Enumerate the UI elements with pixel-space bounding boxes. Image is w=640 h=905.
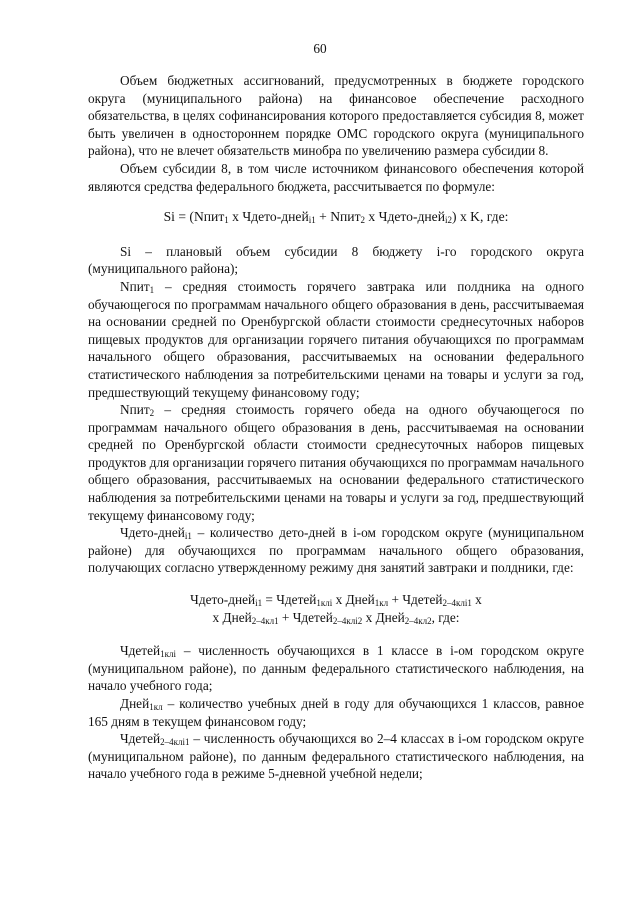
definition-children-grade1: Чдетей$_{1клi}$ – численность обучающихся в 1 классе в i-ом городском округе (муниципальном районе), по данным федерального статистического наблюдения, на начало учебного года; xyxy=(88,643,584,694)
definition-children-grade2-4: Чдетей$_{2-4клi1}$ – численность обучающихся во 2–4 классах в i-ом городском округе (муниципальном районе), по данным федерального статистического наблюдения, на начало учебного года в режиме 5-дневной учебной недели; xyxy=(88,731,584,782)
definition-child-days: Чдето-дней$_{i1}$ – количество дето-дней в i-ом городском округе (муниципальном районе) для обучающихся по программам начального общего образования, получающих согласно утвержденному режиму дня занятий завтраки и полдники, где: xyxy=(88,525,584,576)
definition-si: Si – плановый объем субсидии 8 бюджету i-го городского округа (муниципального района); xyxy=(88,243,584,277)
definition-npit2: Nпит$_2$ – средняя стоимость горячего обеда на одного обучающегося по программам начального общего образования в день, рассчитываемая на основании средней по Оренбургской области стоимости среднесуточных наборов пищевых продуктов для организации горячего питания обучающихся по программам начального общего образования, рассчитываемых на основании федерального статистического наблюдения за потребительскими ценами на товары и услуги за год, предшествующий текущему финансовому году; xyxy=(88,402,584,523)
page-body xyxy=(88,72,584,783)
paragraph-subsidy-volume: Объем субсидии 8, в том числе источником финансового обеспечения которой являются средства федерального бюджета, рассчитывается по формуле: xyxy=(88,160,584,194)
page-number: 60 xyxy=(313,41,327,56)
formula-child-days: Чдето-дней$_{i1}$ = Чдетей$_{1клi}$ x Дней$_{1кл}$ + Чдетей$_{2-4клi1}$ x x Дней$_{2-4кл1}$ + Чдетей$_{2-4клi2}$ x Дней$_{2-4кл2}$, где: xyxy=(190,592,482,626)
definition-npit1: Nпит$_1$ – средняя стоимость горячего завтрака или полдника на одного обучающегося по программам начального общего образования в день, рассчитываемая на основании средней по Оренбургской области стоимости среднесуточных наборов пищевых продуктов для организации горячего питания обучающихся по программам начального общего образования, рассчитываемых на основании федерального статистического наблюдения за потребительскими ценами на товары и услуги за год, предшествующий текущему финансовому году; xyxy=(88,278,584,400)
paragraph-budget-allocations: Объем бюджетных ассигнований, предусмотренных в бюджете городского округа (муниципального района) на финансовое обеспечение расходного обязательства, в целях софинансирования которого предоставляется субсидия 8, может быть увеличен в одностороннем порядке ОМС городского округа (муниципального района), что не влечет обязательств минобра по увеличению размера субсидии 8. xyxy=(88,73,584,159)
definition-days-grade1: Дней$_{1кл}$ – количество учебных дней в году для обучающихся 1 классов, равное 165 дням в текущем финансовом году; xyxy=(88,696,584,729)
formula-subsidy: Si = (Nпит$_1$ x Чдето-дней$_{i1}$ + Nпит$_2$ x Чдето-дней$_{i2}$) x K, где: xyxy=(163,209,509,226)
